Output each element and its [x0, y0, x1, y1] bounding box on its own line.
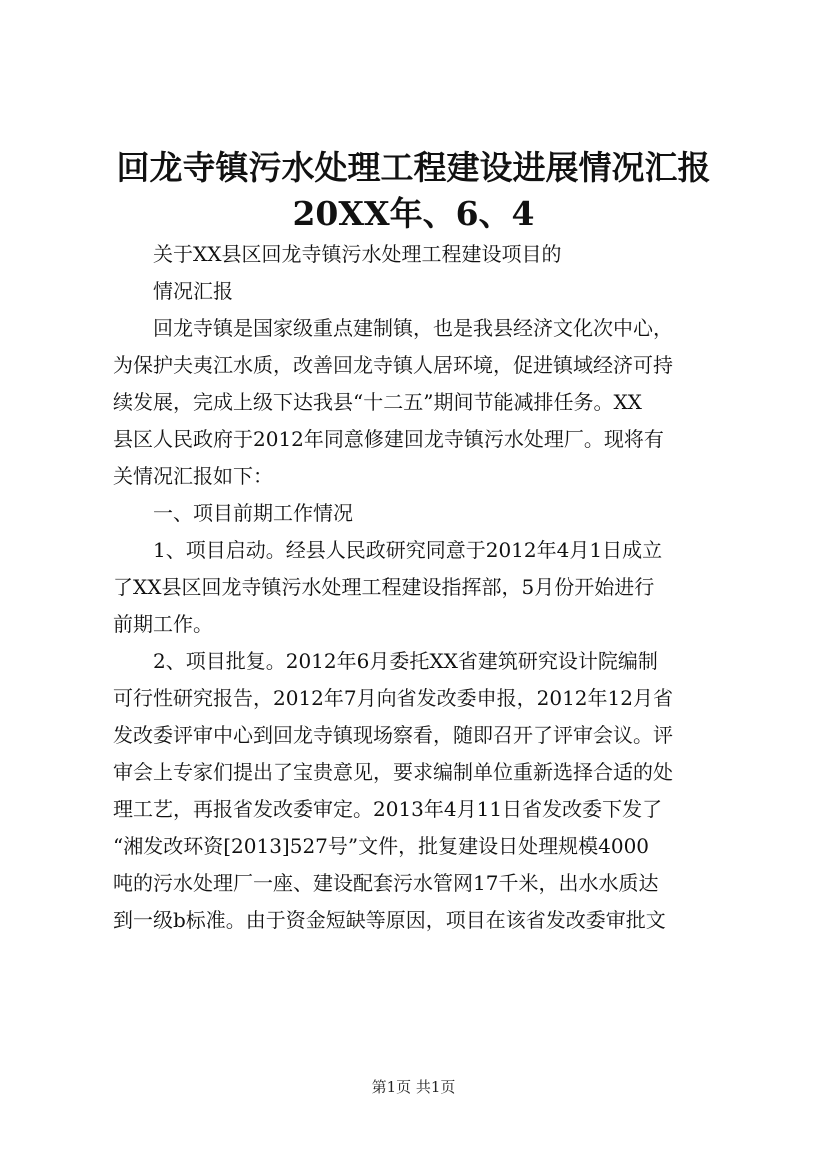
document-title: 回龙寺镇污水处理工程建设进展情况汇报 — [116, 148, 711, 187]
paragraph-line: 情况汇报 — [153, 279, 233, 303]
paragraph-line: “湘发改环资[2013]527号”文件，批复建设日处理规模4000 — [113, 834, 650, 858]
paragraph-line: 续发展，完成上级下达我县“十二五”期间节能减排任务。XX — [113, 390, 642, 414]
paragraph-line: 了XX县区回龙寺镇污水处理工程建设指挥部，5月份开始进行 — [113, 575, 655, 599]
paragraph-line: 回龙寺镇是国家级重点建制镇，也是我县经济文化次中心， — [153, 316, 673, 340]
paragraph-line: 审会上专家们提出了宝贵意见，要求编制单位重新选择合适的处 — [113, 760, 673, 784]
paragraph-line: 到一级b标准。由于资金短缺等原因，项目在该省发改委审批文 — [113, 908, 666, 932]
paragraph-line: 发改委评审中心到回龙寺镇现场察看，随即召开了评审会议。评 — [113, 723, 673, 747]
paragraph-line: 可行性研究报告，2012年7月向省发改委申报，2012年12月省 — [113, 686, 673, 710]
section-heading: 一、项目前期工作情况 — [153, 501, 353, 525]
paragraph-line: 吨的污水处理厂一座、建设配套污水管网17千米，出水水质达 — [113, 871, 659, 895]
paragraph-line: 前期工作。 — [113, 612, 213, 636]
paragraph-line: 1、项目启动。经县人民政研究同意于2012年4月1日成立 — [153, 538, 663, 562]
paragraph-line: 理工艺，再报省发改委审定。2013年4月11日省发改委下发了 — [113, 797, 663, 821]
document-date: 20XX年、6、4 — [292, 194, 535, 233]
document-body — [113, 236, 725, 939]
paragraph-line: 2、项目批复。2012年6月委托XX省建筑研究设计院编制 — [153, 649, 658, 673]
paragraph-line: 县区人民政府于2012年同意修建回龙寺镇污水处理厂。现将有 — [113, 427, 664, 451]
paragraph-line: 关情况汇报如下： — [113, 464, 273, 488]
page-footer: 第1页 共1页 — [371, 1078, 456, 1096]
paragraph-line: 为保护夫夷江水质，改善回龙寺镇人居环境，促进镇域经济可持 — [113, 353, 673, 377]
paragraph-line: 关于XX县区回龙寺镇污水处理工程建设项目的 — [153, 242, 562, 266]
